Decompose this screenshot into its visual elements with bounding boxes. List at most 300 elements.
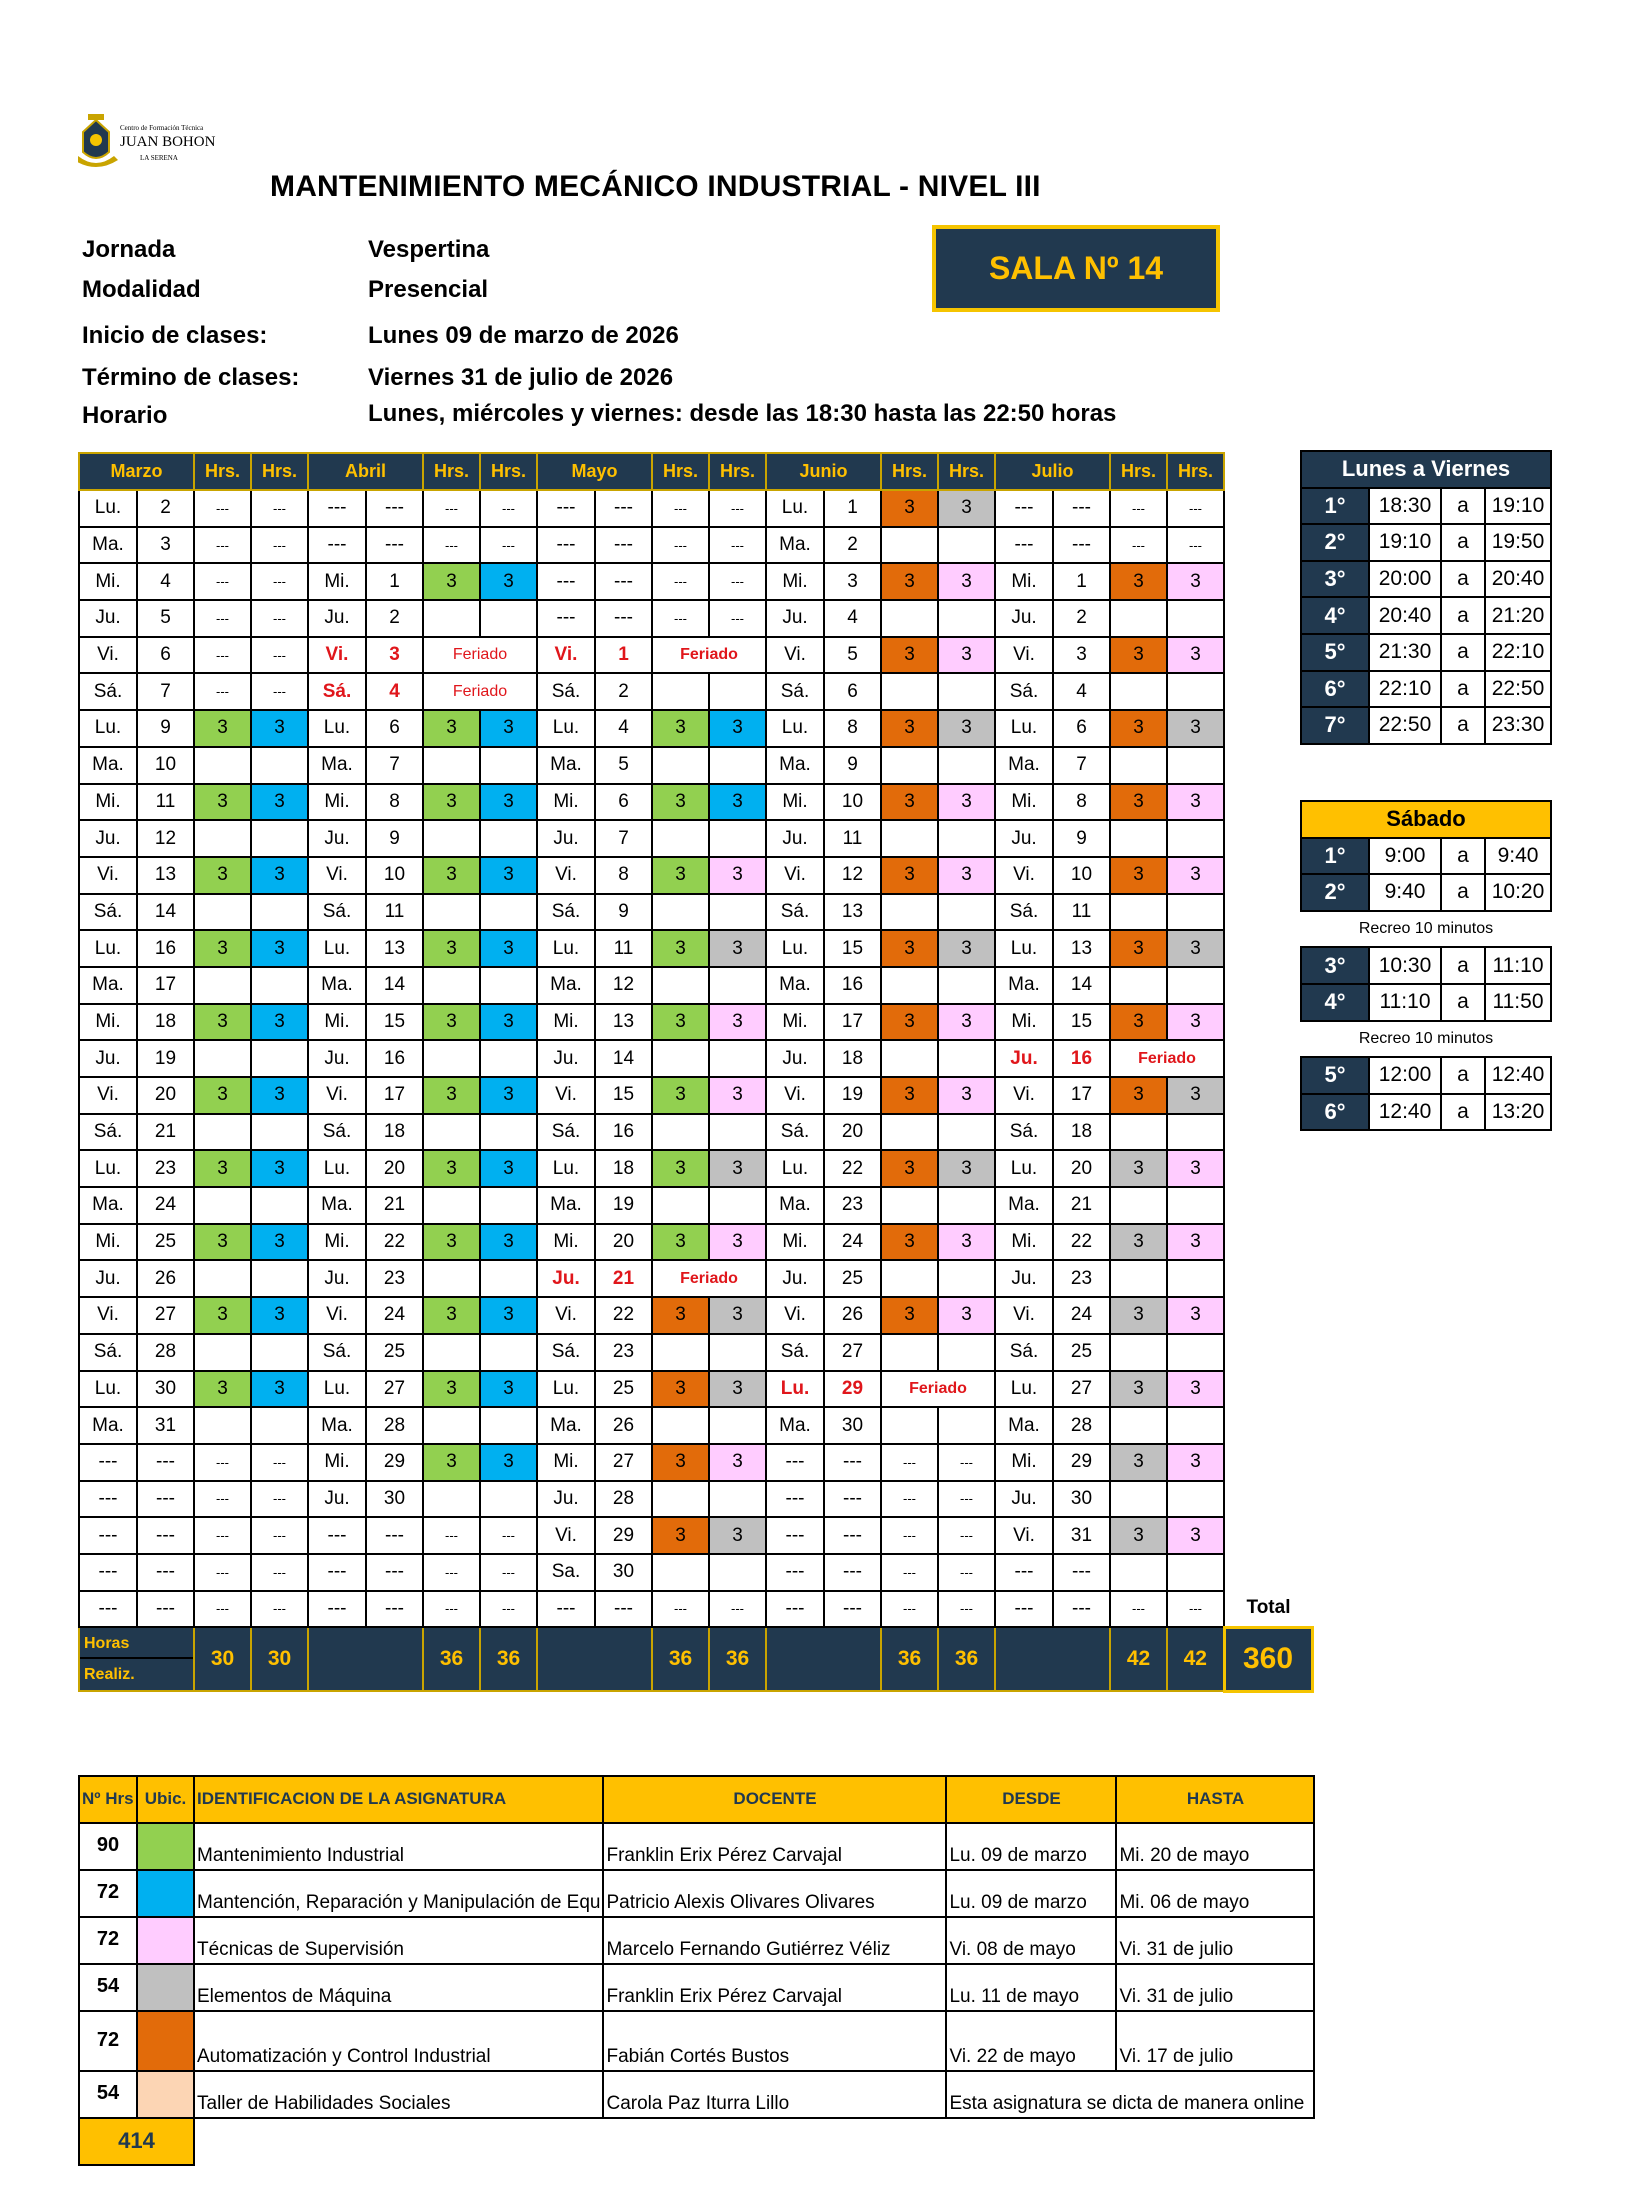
marzo-hours-cell — [194, 820, 251, 857]
month-hours-total: 30 — [194, 1627, 251, 1691]
mayo-day-name: Mi. — [537, 1004, 595, 1041]
junio-day-number: 12 — [824, 857, 881, 894]
logo-line1: Centro de Formación Técnica — [120, 124, 204, 132]
empty-cell — [537, 1627, 652, 1691]
legend-teacher: Franklin Erix Pérez Carvajal — [603, 1964, 946, 2011]
mayo-day-number: 4 — [595, 710, 652, 747]
header-hrs: Hrs. — [709, 453, 766, 490]
julio-day-number: 2 — [1053, 600, 1110, 637]
abril-day-name: Ju. — [308, 1040, 366, 1077]
marzo-day-number: 3 — [137, 527, 194, 564]
julio-hours-cell — [1110, 1334, 1167, 1371]
junio-hours-cell — [881, 527, 938, 564]
empty-cell — [194, 2118, 1314, 2165]
mayo-hours-cell — [709, 1114, 766, 1151]
end-time: 19:10 — [1485, 488, 1551, 525]
mayo-day-number: 1 — [595, 637, 652, 674]
julio-hours-cell — [1167, 600, 1224, 637]
abril-hours-cell: --- — [423, 1591, 480, 1628]
marzo-hours-cell — [251, 1407, 308, 1444]
mayo-hours-cell: 3 — [709, 857, 766, 894]
legend-subject: Taller de Habilidades Sociales — [194, 2071, 603, 2118]
marzo-day-name: Lu. — [79, 930, 137, 967]
mayo-day-number: 28 — [595, 1481, 652, 1518]
mayo-hours-cell: 3 — [709, 1004, 766, 1041]
marzo-hours-cell: 3 — [194, 857, 251, 894]
marzo-day-number: 11 — [137, 784, 194, 821]
junio-day-number: 8 — [824, 710, 881, 747]
julio-day-name: Mi. — [995, 563, 1053, 600]
mayo-day-number: 6 — [595, 784, 652, 821]
mayo-hours-cell — [652, 1407, 709, 1444]
mayo-day-name: Vi. — [537, 637, 595, 674]
end-time: 22:50 — [1485, 671, 1551, 708]
abril-day-number: 25 — [366, 1334, 423, 1371]
mayo-hours-cell: 3 — [709, 1371, 766, 1408]
junio-hours-cell — [881, 1407, 938, 1444]
legend-hours: 54 — [79, 2071, 137, 2118]
calendar-row — [79, 820, 1312, 857]
marzo-day-name: Mi. — [79, 1004, 137, 1041]
separator: a — [1441, 947, 1485, 984]
junio-hours-cell — [938, 820, 995, 857]
julio-hours-cell — [1167, 673, 1224, 710]
abril-hours-cell — [423, 600, 480, 637]
end-time: 12:40 — [1485, 1057, 1551, 1094]
marzo-day-name: Ma. — [79, 1407, 137, 1444]
julio-hours-cell: 3 — [1110, 1077, 1167, 1114]
julio-hours-cell — [1110, 820, 1167, 857]
calendar-row — [79, 1040, 1312, 1077]
info-label-horario: Horario — [82, 402, 168, 429]
month-hours-total: 42 — [1167, 1627, 1224, 1691]
abril-hours-cell: --- — [423, 527, 480, 564]
junio-hours-cell: 3 — [938, 784, 995, 821]
junio-hours-cell: --- — [938, 1591, 995, 1628]
separator: a — [1441, 838, 1485, 875]
info-label-inicio — [82, 322, 267, 350]
marzo-hours-cell: 3 — [251, 1371, 308, 1408]
marzo-day-name: --- — [79, 1481, 137, 1518]
julio-hours-cell — [1167, 1334, 1224, 1371]
empty-cell — [1224, 1334, 1312, 1371]
schedule-row — [1301, 1057, 1551, 1094]
marzo-hours-cell: 3 — [251, 1077, 308, 1114]
calendar-row — [79, 1187, 1312, 1224]
mayo-hours-cell — [709, 1187, 766, 1224]
weekday-schedule-table — [1300, 450, 1552, 745]
junio-hours-cell — [881, 673, 938, 710]
end-time: 20:40 — [1485, 561, 1551, 598]
abril-day-name: Sá. — [308, 1114, 366, 1151]
schedule-row — [1301, 707, 1551, 744]
julio-hours-cell — [1110, 1554, 1167, 1591]
mayo-hours-cell — [652, 1114, 709, 1151]
abril-day-name: Vi. — [308, 637, 366, 674]
mayo-hours-cell — [709, 820, 766, 857]
abril-hours-cell: 3 — [480, 1150, 537, 1187]
julio-hours-cell: 3 — [1110, 1004, 1167, 1041]
marzo-day-number: 10 — [137, 747, 194, 784]
junio-day-number: 18 — [824, 1040, 881, 1077]
junio-day-number: --- — [824, 1444, 881, 1481]
marzo-day-name: Lu. — [79, 1371, 137, 1408]
junio-day-number: 27 — [824, 1334, 881, 1371]
empty-cell — [1224, 1077, 1312, 1114]
mayo-hours-cell — [652, 894, 709, 931]
schedule-row — [1301, 947, 1551, 984]
marzo-hours-cell: 3 — [251, 710, 308, 747]
marzo-hours-cell — [251, 747, 308, 784]
marzo-hours-cell — [194, 1334, 251, 1371]
julio-hours-cell — [1167, 747, 1224, 784]
marzo-day-name: Mi. — [79, 563, 137, 600]
junio-day-name: Ma. — [766, 527, 824, 564]
mayo-day-name: Ma. — [537, 1407, 595, 1444]
marzo-hours-cell: --- — [251, 1554, 308, 1591]
marzo-hours-cell: --- — [251, 1591, 308, 1628]
marzo-day-number: 6 — [137, 637, 194, 674]
calendar-row — [79, 1077, 1312, 1114]
julio-day-number: 17 — [1053, 1077, 1110, 1114]
hours-label — [79, 1627, 194, 1691]
junio-hours-cell: --- — [881, 1444, 938, 1481]
abril-day-name: Ju. — [308, 820, 366, 857]
abril-hours-cell: 3 — [480, 1077, 537, 1114]
month-hours-total: 36 — [938, 1627, 995, 1691]
schedule-row — [1301, 1094, 1551, 1131]
mayo-day-number: 14 — [595, 1040, 652, 1077]
junio-day-number: --- — [824, 1554, 881, 1591]
marzo-day-number: 16 — [137, 930, 194, 967]
junio-day-number: 6 — [824, 673, 881, 710]
julio-day-number: 22 — [1053, 1224, 1110, 1261]
page-title: MANTENIMIENTO MECÁNICO INDUSTRIAL - NIVEL III — [270, 170, 1041, 203]
start-time: 9:40 — [1369, 874, 1441, 911]
mayo-day-name: Lu. — [537, 1150, 595, 1187]
month-hours-total: 42 — [1110, 1627, 1167, 1691]
marzo-day-number: 30 — [137, 1371, 194, 1408]
julio-day-name: Vi. — [995, 637, 1053, 674]
mayo-hours-cell — [709, 894, 766, 931]
abril-hours-cell — [480, 1334, 537, 1371]
abril-hours-cell — [480, 1260, 537, 1297]
junio-day-name: Ma. — [766, 747, 824, 784]
info-value-horario: Lunes, miércoles y viernes: desde las 18:30 hasta las 22:50 horas — [368, 400, 1117, 427]
empty-cell — [1224, 490, 1312, 527]
abril-hours-cell: --- — [423, 1517, 480, 1554]
julio-day-name: Sá. — [995, 894, 1053, 931]
empty-cell — [1224, 1297, 1312, 1334]
abril-day-number: 14 — [366, 967, 423, 1004]
junio-hours-cell: --- — [881, 1517, 938, 1554]
abril-holiday-label: Feriado — [423, 637, 537, 674]
marzo-day-name: Lu. — [79, 1150, 137, 1187]
marzo-day-name: Ma. — [79, 1187, 137, 1224]
junio-hours-cell: 3 — [938, 563, 995, 600]
junio-day-number: 22 — [824, 1150, 881, 1187]
abril-hours-cell — [480, 1114, 537, 1151]
mayo-hours-cell — [652, 747, 709, 784]
abril-hours-cell: 3 — [480, 1004, 537, 1041]
julio-day-name: Ma. — [995, 1407, 1053, 1444]
marzo-hours-cell: 3 — [251, 1224, 308, 1261]
marzo-hours-cell: --- — [251, 527, 308, 564]
junio-hours-cell — [881, 894, 938, 931]
junio-day-number: --- — [824, 1591, 881, 1628]
julio-day-number: 21 — [1053, 1187, 1110, 1224]
abril-hours-cell — [480, 894, 537, 931]
mayo-hours-cell: 3 — [652, 1517, 709, 1554]
legend-total-hours: 414 — [79, 2118, 194, 2165]
julio-hours-cell: 3 — [1110, 1517, 1167, 1554]
julio-day-number: --- — [1053, 1591, 1110, 1628]
abril-day-number: 17 — [366, 1077, 423, 1114]
mayo-day-name: --- — [537, 527, 595, 564]
empty-cell — [1224, 1187, 1312, 1224]
abril-day-name: Vi. — [308, 857, 366, 894]
header-hrs: Hrs. — [881, 453, 938, 490]
legend-header-subject: IDENTIFICACION DE LA ASIGNATURA — [194, 1776, 603, 1823]
empty-cell — [1224, 1554, 1312, 1591]
empty-cell — [1224, 1517, 1312, 1554]
end-time: 13:20 — [1485, 1094, 1551, 1131]
julio-hours-cell: --- — [1167, 490, 1224, 527]
junio-day-name: --- — [766, 1481, 824, 1518]
abril-hours-cell: --- — [423, 1554, 480, 1591]
start-time: 20:00 — [1369, 561, 1441, 598]
abril-hours-cell: 3 — [480, 857, 537, 894]
calendar-row — [79, 967, 1312, 1004]
empty-cell — [1224, 820, 1312, 857]
separator: a — [1441, 524, 1485, 561]
abril-day-name: Mi. — [308, 563, 366, 600]
mayo-hours-cell — [652, 1334, 709, 1371]
abril-hours-cell — [423, 1334, 480, 1371]
period-number: 6° — [1301, 671, 1369, 708]
mayo-day-number: 18 — [595, 1150, 652, 1187]
calendar-row — [79, 1334, 1312, 1371]
abril-day-number: 28 — [366, 1407, 423, 1444]
abril-hours-cell — [480, 747, 537, 784]
hours-label-2: Realiz. — [84, 1666, 135, 1684]
legend-teacher: Patricio Alexis Olivares Olivares — [603, 1870, 946, 1917]
abril-day-name: Mi. — [308, 1444, 366, 1481]
end-time: 23:30 — [1485, 707, 1551, 744]
hours-label-1: Horas — [80, 1628, 193, 1659]
marzo-day-number: 21 — [137, 1114, 194, 1151]
abril-day-name: Ma. — [308, 967, 366, 1004]
julio-day-name: --- — [995, 490, 1053, 527]
mayo-hours-cell: 3 — [652, 1004, 709, 1041]
junio-day-name: Lu. — [766, 1150, 824, 1187]
mayo-hours-cell: --- — [652, 490, 709, 527]
empty-cell — [1224, 1407, 1312, 1444]
junio-day-number: 19 — [824, 1077, 881, 1114]
marzo-hours-cell — [251, 1260, 308, 1297]
schedule-row — [1301, 597, 1551, 634]
julio-hours-cell — [1110, 1481, 1167, 1518]
julio-day-number: 25 — [1053, 1334, 1110, 1371]
julio-day-name: Mi. — [995, 784, 1053, 821]
abril-hours-cell — [480, 820, 537, 857]
marzo-hours-cell: --- — [251, 1444, 308, 1481]
abril-hours-cell: 3 — [423, 1004, 480, 1041]
junio-day-number: 3 — [824, 563, 881, 600]
julio-day-name: Vi. — [995, 1077, 1053, 1114]
legend-hours: 72 — [79, 1870, 137, 1917]
legend-row — [79, 1964, 1314, 2011]
mayo-hours-cell: 3 — [709, 784, 766, 821]
start-time: 21:30 — [1369, 634, 1441, 671]
marzo-hours-cell: --- — [194, 1517, 251, 1554]
junio-day-number: 13 — [824, 894, 881, 931]
abril-day-name: Ma. — [308, 1407, 366, 1444]
info-label-modalidad: Modalidad — [82, 276, 201, 303]
month-hours-total: 36 — [423, 1627, 480, 1691]
legend-color-swatch — [137, 1870, 194, 1917]
julio-day-number: 20 — [1053, 1150, 1110, 1187]
period-number: 2° — [1301, 874, 1369, 911]
abril-day-number: 18 — [366, 1114, 423, 1151]
mayo-hours-cell: --- — [652, 600, 709, 637]
abril-hours-cell — [423, 967, 480, 1004]
marzo-hours-cell — [194, 1407, 251, 1444]
empty-cell — [1224, 563, 1312, 600]
junio-day-name: Sá. — [766, 1114, 824, 1151]
mayo-day-number: 20 — [595, 1224, 652, 1261]
calendar-row — [79, 784, 1312, 821]
julio-day-number: 8 — [1053, 784, 1110, 821]
abril-hours-cell — [423, 1114, 480, 1151]
julio-day-name: Ju. — [995, 1040, 1053, 1077]
junio-holiday-label: Feriado — [881, 1371, 995, 1408]
abril-hours-cell — [423, 894, 480, 931]
mayo-hours-cell: 3 — [709, 930, 766, 967]
julio-hours-cell: 3 — [1167, 857, 1224, 894]
calendar-row — [79, 637, 1312, 674]
julio-hours-cell: 3 — [1167, 1371, 1224, 1408]
junio-hours-cell: --- — [938, 1517, 995, 1554]
empty-cell — [1224, 1150, 1312, 1187]
junio-day-number: 9 — [824, 747, 881, 784]
calendar-row — [79, 857, 1312, 894]
mayo-hours-cell: --- — [709, 1591, 766, 1628]
abril-day-number: 8 — [366, 784, 423, 821]
mayo-day-number: 22 — [595, 1297, 652, 1334]
marzo-day-number: 26 — [137, 1260, 194, 1297]
period-number: 2° — [1301, 524, 1369, 561]
marzo-day-number: 27 — [137, 1297, 194, 1334]
abril-hours-cell: 3 — [480, 1444, 537, 1481]
mayo-day-number: 19 — [595, 1187, 652, 1224]
mayo-day-number: 2 — [595, 673, 652, 710]
mayo-hours-cell: 3 — [709, 1077, 766, 1114]
abril-hours-cell — [423, 747, 480, 784]
marzo-hours-cell: 3 — [251, 1297, 308, 1334]
logo-line3: LA SERENA — [140, 154, 178, 162]
mayo-day-number: 13 — [595, 1004, 652, 1041]
abril-hours-cell: --- — [480, 1554, 537, 1591]
junio-hours-cell — [938, 894, 995, 931]
info-label-termino: Término de clases: — [82, 364, 300, 391]
mayo-day-name: --- — [537, 563, 595, 600]
abril-hours-cell: 3 — [423, 1371, 480, 1408]
mayo-day-name: Ma. — [537, 1187, 595, 1224]
empty-cell — [1224, 1444, 1312, 1481]
marzo-hours-cell: --- — [194, 490, 251, 527]
mayo-day-number: 9 — [595, 894, 652, 931]
end-time: 19:50 — [1485, 524, 1551, 561]
legend-subject: Mantenimiento Industrial — [194, 1823, 603, 1870]
abril-hours-cell: 3 — [480, 710, 537, 747]
header-hrs: Hrs. — [480, 453, 537, 490]
julio-hours-cell — [1167, 1187, 1224, 1224]
abril-day-number: 10 — [366, 857, 423, 894]
abril-day-number: 11 — [366, 894, 423, 931]
empty-cell — [1224, 894, 1312, 931]
junio-hours-cell: 3 — [938, 710, 995, 747]
calendar-row — [79, 747, 1312, 784]
marzo-day-number: 18 — [137, 1004, 194, 1041]
julio-day-name: Ju. — [995, 1260, 1053, 1297]
abril-hours-cell: 3 — [423, 1444, 480, 1481]
junio-hours-cell: 3 — [881, 1297, 938, 1334]
mayo-day-name: Vi. — [537, 1297, 595, 1334]
julio-day-number: 13 — [1053, 930, 1110, 967]
mayo-day-number: 15 — [595, 1077, 652, 1114]
junio-day-number: 5 — [824, 637, 881, 674]
abril-day-number: 2 — [366, 600, 423, 637]
abril-day-name: Lu. — [308, 710, 366, 747]
julio-day-name: Ju. — [995, 600, 1053, 637]
marzo-day-number: 28 — [137, 1334, 194, 1371]
junio-hours-cell — [938, 527, 995, 564]
mayo-hours-cell: --- — [709, 527, 766, 564]
marzo-hours-cell: 3 — [194, 930, 251, 967]
abril-hours-cell — [423, 1481, 480, 1518]
calendar-row — [79, 490, 1312, 527]
abril-day-number: 27 — [366, 1371, 423, 1408]
mayo-day-number: --- — [595, 527, 652, 564]
abril-day-name: --- — [308, 1554, 366, 1591]
header-hrs: Hrs. — [423, 453, 480, 490]
junio-day-number: 23 — [824, 1187, 881, 1224]
julio-holiday-label: Feriado — [1110, 1040, 1224, 1077]
legend-from: Lu. 09 de marzo — [946, 1870, 1116, 1917]
legend-color-swatch — [137, 1823, 194, 1870]
calendar-row — [79, 1554, 1312, 1591]
marzo-hours-cell: --- — [194, 563, 251, 600]
legend-row — [79, 1917, 1314, 1964]
empty-cell — [1224, 857, 1312, 894]
junio-day-name: Mi. — [766, 1004, 824, 1041]
separator: a — [1441, 874, 1485, 911]
julio-hours-cell: 3 — [1167, 1444, 1224, 1481]
marzo-day-number: --- — [137, 1591, 194, 1628]
period-number: 3° — [1301, 561, 1369, 598]
abril-hours-cell — [423, 1407, 480, 1444]
mayo-hours-cell: --- — [709, 490, 766, 527]
marzo-hours-cell — [251, 894, 308, 931]
abril-hours-cell: 3 — [423, 784, 480, 821]
start-time: 10:30 — [1369, 947, 1441, 984]
marzo-day-name: Mi. — [79, 1224, 137, 1261]
julio-day-name: Sá. — [995, 673, 1053, 710]
mayo-hours-cell: 3 — [652, 1150, 709, 1187]
abril-hours-cell — [480, 1040, 537, 1077]
marzo-hours-cell — [251, 1114, 308, 1151]
